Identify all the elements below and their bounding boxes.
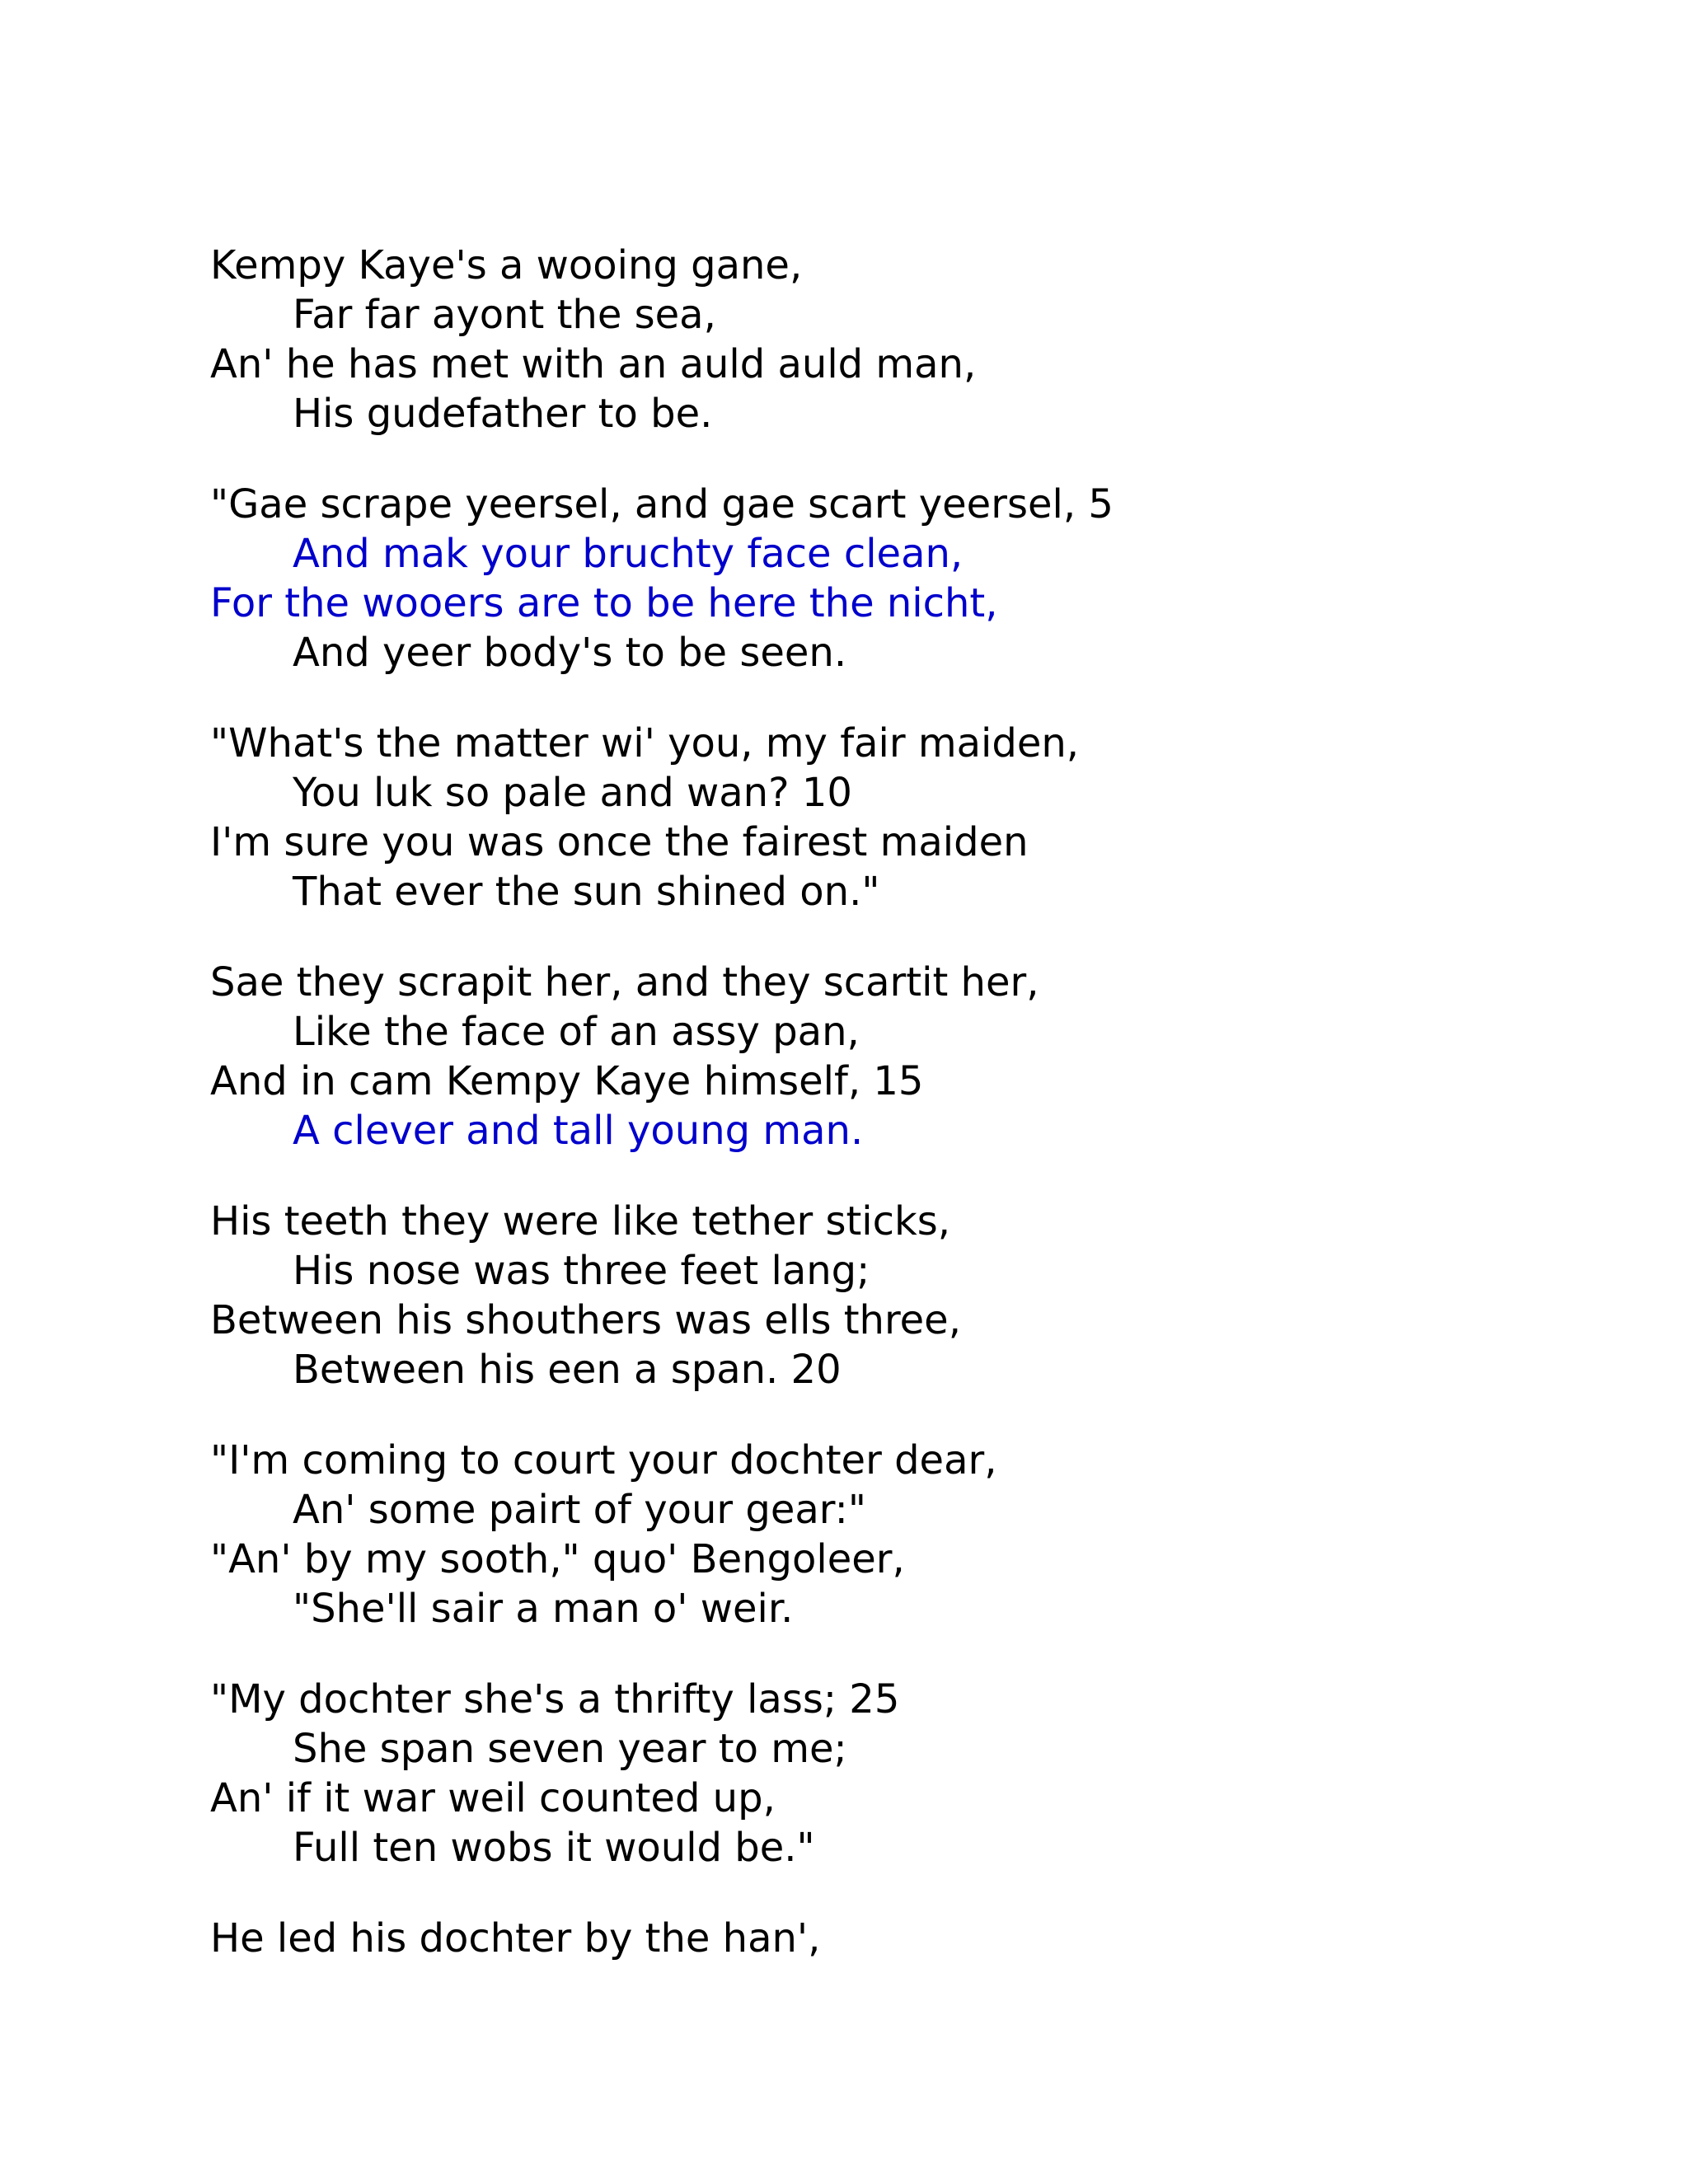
- stanza-6: [210, 1436, 1611, 1633]
- poem-line: Far far ayont the sea,: [293, 292, 716, 338]
- poem-line: Between his een a span. 20: [293, 1347, 842, 1393]
- poem-line: His gudefather to be.: [293, 391, 713, 437]
- poem-line: Between his shouthers was ells three,: [210, 1297, 961, 1343]
- poem-line: I'm sure you was once the fairest maiden: [210, 819, 1029, 865]
- stanza-2: [210, 480, 1611, 677]
- poem-line: "What's the matter wi' you, my fair maiden,: [210, 720, 1080, 766]
- stanza-4: [210, 958, 1611, 1155]
- poem-line: And yeer body's to be seen.: [293, 630, 847, 676]
- poem-line: She span seven year to me;: [293, 1726, 847, 1772]
- poem-line: Full ten wobs it would be.": [293, 1825, 815, 1871]
- poem-line-highlighted: For the wooers are to be here the nicht,: [210, 580, 998, 626]
- poem-line: "She'll sair a man o' weir.: [293, 1586, 794, 1632]
- poem-line-highlighted: A clever and tall young man.: [293, 1108, 864, 1154]
- poem-line: And in cam Kempy Kaye himself, 15: [210, 1058, 924, 1104]
- poem-line: "An' by my sooth," quo' Bengoleer,: [210, 1536, 905, 1582]
- poem-line: "My dochter she's a thrifty lass; 25: [210, 1676, 900, 1722]
- poem-line-highlighted: And mak your bruchty face clean,: [293, 531, 964, 577]
- stanza-3: [210, 719, 1611, 916]
- poem-line: His teeth they were like tether sticks,: [210, 1198, 951, 1244]
- stanza-8: [210, 1914, 1611, 1963]
- stanza-1: [210, 241, 1611, 438]
- stanza-5: [210, 1197, 1611, 1394]
- poem-line: That ever the sun shined on.": [293, 869, 880, 915]
- poem-line: An' he has met with an auld auld man,: [210, 341, 977, 387]
- poem-line: His nose was three feet lang;: [293, 1248, 870, 1294]
- poem-line: Sae they scrapit her, and they scartit her,: [210, 959, 1039, 1005]
- poem-line: You luk so pale and wan? 10: [293, 770, 852, 816]
- poem-line: Like the face of an assy pan,: [293, 1009, 860, 1055]
- poem: [210, 241, 1611, 2004]
- poem-line: He led his dochter by the han',: [210, 1915, 821, 1961]
- poem-line: An' if it war weil counted up,: [210, 1775, 776, 1821]
- poem-line: "Gae scrape yeersel, and gae scart yeersel, 5: [210, 481, 1114, 527]
- poem-line: Kempy Kaye's a wooing gane,: [210, 242, 803, 288]
- poem-line: "I'm coming to court your dochter dear,: [210, 1437, 997, 1483]
- poem-line: An' some pairt of your gear:": [293, 1487, 866, 1533]
- stanza-7: [210, 1675, 1611, 1872]
